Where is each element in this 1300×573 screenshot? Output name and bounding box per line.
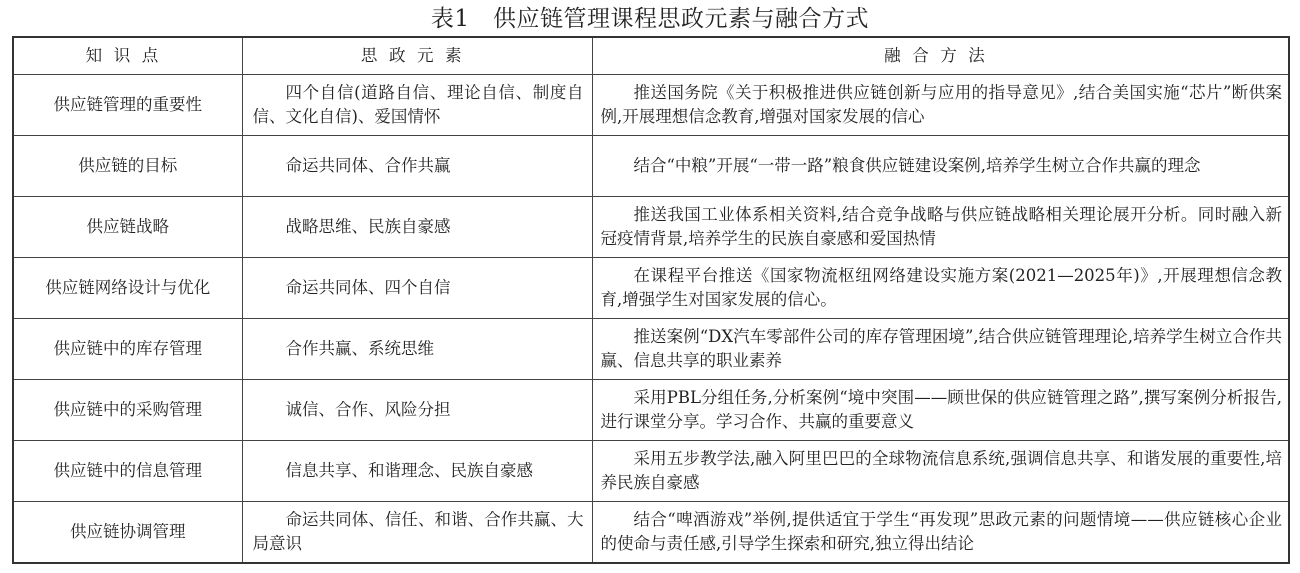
cell-ideological-element: 命运共同体、四个自信	[242, 258, 592, 319]
cell-integration-method: 推送案例“DX汽车零部件公司的库存管理困境”,结合供应链管理理论,培养学生树立合作共赢、信息共享的职业素养	[592, 319, 1289, 380]
table-row	[13, 380, 1289, 441]
cell-knowledge-point: 供应链战略	[13, 197, 242, 258]
cell-integration-method: 结合“啤酒游戏”举例,提供适宜于学生“再发现”思政元素的问题情境——供应链核心企业的使命与责任感,引导学生探索和研究,独立得出结论	[592, 502, 1289, 564]
table-row	[13, 319, 1289, 380]
cell-integration-method: 采用PBL分组任务,分析案例“境中突围——顾世保的供应链管理之路”,撰写案例分析报告,进行课堂分享。学习合作、共赢的重要意义	[592, 380, 1289, 441]
cell-ideological-element: 合作共赢、系统思维	[242, 319, 592, 380]
cell-knowledge-point: 供应链协调管理	[13, 502, 242, 564]
header-knowledge-point: 知识点	[13, 37, 242, 75]
cell-knowledge-point: 供应链中的库存管理	[13, 319, 242, 380]
table-caption: 表1 供应链管理课程思政元素与融合方式	[430, 6, 870, 32]
cell-integration-method: 推送国务院《关于积极推进供应链创新与应用的指导意见》,结合美国实施“芯片”断供案例,开展理想信念教育,增强对国家发展的信心	[592, 75, 1289, 136]
cell-knowledge-point: 供应链管理的重要性	[13, 75, 242, 136]
cell-integration-method: 推送我国工业体系相关资料,结合竞争战略与供应链战略相关理论展开分析。同时融入新冠疫情背景,培养学生的民族自豪感和爱国热情	[592, 197, 1289, 258]
cell-knowledge-point: 供应链的目标	[13, 136, 242, 197]
cell-ideological-element: 诚信、合作、风险分担	[242, 380, 592, 441]
cell-ideological-element: 命运共同体、信任、和谐、合作共赢、大局意识	[242, 502, 592, 564]
cell-ideological-element: 信息共享、和谐理念、民族自豪感	[242, 441, 592, 502]
cell-knowledge-point: 供应链中的采购管理	[13, 380, 242, 441]
header-ideological-element: 思政元素	[242, 37, 592, 75]
cell-ideological-element: 命运共同体、合作共赢	[242, 136, 592, 197]
header-integration-method: 融合方法	[592, 37, 1289, 75]
cell-integration-method: 采用五步教学法,融入阿里巴巴的全球物流信息系统,强调信息共享、和谐发展的重要性,培养民族自豪感	[592, 441, 1289, 502]
table-row	[13, 197, 1289, 258]
table-row	[13, 75, 1289, 136]
table-row	[13, 258, 1289, 319]
cell-knowledge-point: 供应链网络设计与优化	[13, 258, 242, 319]
table-row	[13, 136, 1289, 197]
table-row	[13, 441, 1289, 502]
cell-ideological-element: 战略思维、民族自豪感	[242, 197, 592, 258]
table-header-row	[13, 37, 1289, 75]
cell-ideological-element: 四个自信(道路自信、理论自信、制度自信、文化自信)、爱国情怀	[242, 75, 592, 136]
table-row	[13, 502, 1289, 564]
cell-knowledge-point: 供应链中的信息管理	[13, 441, 242, 502]
cell-integration-method: 结合“中粮”开展“一带一路”粮食供应链建设案例,培养学生树立合作共赢的理念	[592, 136, 1289, 197]
integration-table	[12, 36, 1290, 564]
cell-integration-method: 在课程平台推送《国家物流枢纽网络建设实施方案(2021—2025年)》,开展理想信念教育,增强学生对国家发展的信心。	[592, 258, 1289, 319]
